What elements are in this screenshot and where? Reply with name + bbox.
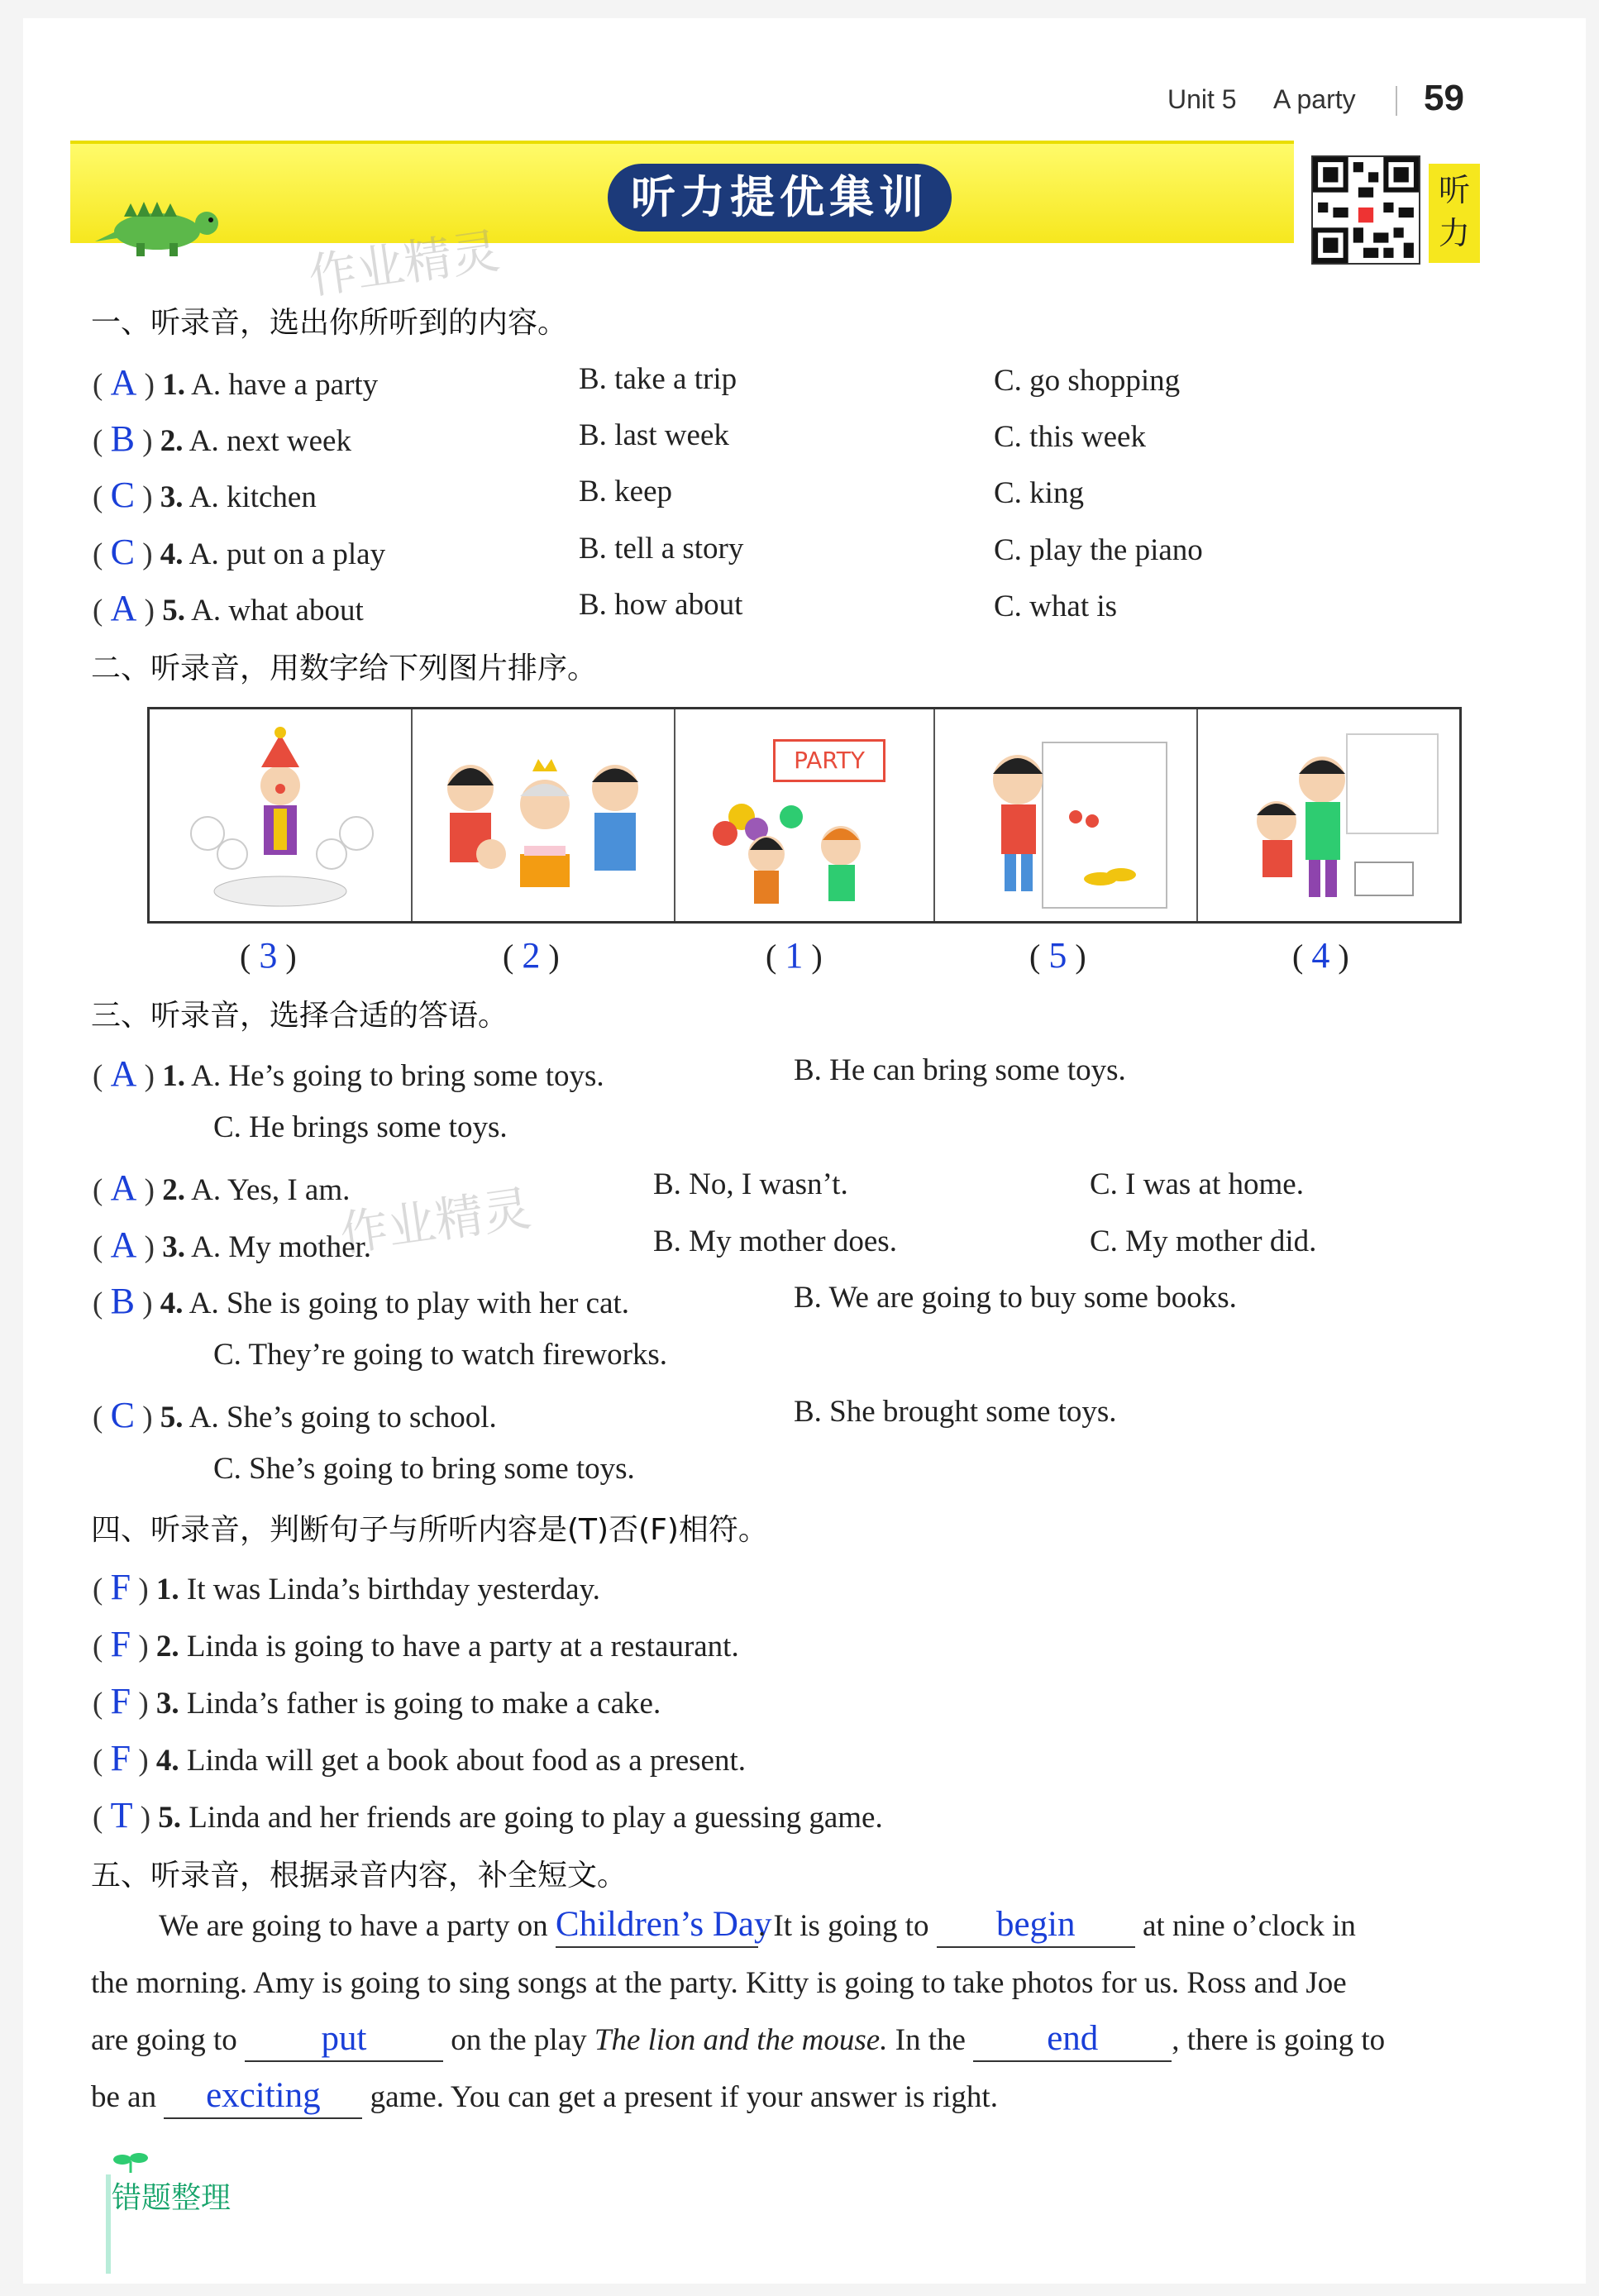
passage-line-2: the morning. Amy is going to sing songs at the party. Kitty is going to take photos for us. Ross and Joe [91, 1966, 1347, 2000]
listening-tab [1429, 164, 1480, 263]
answer: B [110, 1281, 135, 1321]
answer: A [110, 1167, 137, 1208]
s1-row-3-c: C. king [994, 476, 1084, 510]
s3-row-2: ( A ) 2. A. Yes, I am. [93, 1167, 351, 1208]
s3-row-3-c: C. My mother did. [1090, 1224, 1317, 1258]
s1-row-5-b: B. how about [579, 588, 743, 622]
party-sign-text: PARTY [773, 739, 885, 782]
footer-bar [106, 2174, 111, 2274]
listening-tab-char-1: 听 [1438, 172, 1470, 208]
s1-row-1-b: B. take a trip [579, 362, 737, 396]
s1-row-2-b: B. last week [579, 418, 729, 452]
order-3: ( 1 ) [766, 935, 823, 976]
s3-row-3-b: B. My mother does. [653, 1224, 897, 1258]
s1-row-4: ( C ) 4. A. put on a play [93, 532, 386, 572]
s4-row-5: ( T ) 5. Linda and her friends are going to play a guessing game. [93, 1795, 883, 1835]
s3-row-4-b: B. We are going to buy some books. [794, 1281, 1237, 1315]
section2-title: 二、听录音，用数字给下列图片排序。 [91, 652, 598, 685]
s3-row-2-b: B. No, I wasn’t. [653, 1167, 848, 1201]
section1-title: 一、听录音，选出你所听到的内容。 [91, 306, 568, 340]
s1-row-3-b: B. keep [579, 475, 673, 508]
s3-row-2-c: C. I was at home. [1090, 1167, 1304, 1201]
picture-birthday-cake [413, 709, 675, 921]
s1-row-5: ( A ) 5. A. what about [93, 588, 364, 628]
s4-row-1: ( F ) 1. It was Linda’s birthday yesterday. [93, 1567, 600, 1607]
header-divider [1396, 86, 1397, 116]
blank-4: end [973, 2017, 1172, 2062]
s3-row-1: ( A ) 1. A. He’s going to bring some toys. [93, 1053, 604, 1094]
s3-row-5: ( C ) 5. A. She’s going to school. [93, 1395, 497, 1435]
answer: F [110, 1567, 131, 1607]
passage-line-3: are going to put on the play The lion and the mouse. In the end , there is going to [91, 2012, 1385, 2069]
section5-title: 五、听录音，根据录音内容，补全短文。 [91, 1859, 628, 1893]
s3-row-4: ( B ) 4. A. She is going to play with her cat. [93, 1281, 630, 1321]
blank-5: exciting [164, 2074, 362, 2119]
s1-row-2: ( B ) 2. A. next week [93, 418, 351, 459]
s1-row-1-c: C. go shopping [994, 364, 1181, 398]
order-2: ( 2 ) [503, 935, 560, 976]
s4-row-3: ( F ) 3. Linda’s father is going to make a cake. [93, 1681, 661, 1721]
s1-row-4-b: B. tell a story [579, 532, 744, 566]
watermark-2: 作业精灵 [337, 1180, 535, 1263]
s4-row-4: ( F ) 4. Linda will get a book about food as a present. [93, 1738, 746, 1778]
s1-row-3: ( C ) 3. A. kitchen [93, 475, 317, 515]
s3-row-1-c: C. He brings some toys. [213, 1110, 508, 1144]
watermark: 作业精灵 [305, 222, 504, 305]
answer: T [110, 1795, 133, 1835]
page-number: 59 [1424, 78, 1464, 118]
qr-code-icon [1311, 155, 1420, 265]
blank-1: Children’s Day [556, 1903, 758, 1948]
s3-row-5-b: B. She brought some toys. [794, 1395, 1117, 1429]
banner-title: 听力提优集训 [608, 164, 952, 232]
passage-line-4: be an exciting game. You can get a present if your answer is right. [91, 2069, 998, 2126]
s1-row-4-c: C. play the piano [994, 533, 1203, 567]
answer: B [110, 418, 135, 459]
picture-strip [147, 707, 1462, 924]
mistake-notes-label: 错题整理 [112, 2181, 231, 2215]
s1-row-5-c: C. what is [994, 590, 1118, 623]
passage-line-1: We are going to have a party on Children’s Day. It is going to begin at nine o’clock in [159, 1897, 1356, 1955]
s3-row-1-b: B. He can bring some toys. [794, 1053, 1126, 1087]
s3-row-4-c: C. They’re going to watch fireworks. [213, 1338, 668, 1372]
answer: C [110, 532, 135, 572]
s3-row-5-c: C. She’s going to bring some toys. [213, 1452, 635, 1486]
answer: F [110, 1624, 131, 1664]
section3-title: 三、听录音，选择合适的答语。 [91, 999, 508, 1033]
answer: A [110, 1224, 137, 1265]
answer: C [110, 475, 135, 515]
answer: A [110, 1053, 137, 1094]
s1-row-2-c: C. this week [994, 420, 1146, 454]
answer: A [110, 588, 137, 628]
section4-title: 四、听录音，判断句子与所听内容是(T)否(F)相符。 [91, 1513, 768, 1547]
order-4: ( 5 ) [1029, 935, 1086, 976]
answer: A [110, 362, 137, 403]
order-5: ( 4 ) [1292, 935, 1349, 976]
answer: F [110, 1738, 131, 1778]
unit-label: Unit 5 [1167, 84, 1237, 114]
blank-3: put [245, 2017, 443, 2062]
picture-fridge [935, 709, 1198, 921]
picture-shopping [1198, 709, 1459, 921]
s3-row-3: ( A ) 3. A. My mother. [93, 1224, 372, 1265]
sprout-icon [106, 2150, 155, 2174]
answer: F [110, 1681, 131, 1721]
blank-2: begin [937, 1903, 1135, 1948]
s4-row-2: ( F ) 2. Linda is going to have a party at a restaurant. [93, 1624, 739, 1664]
dinosaur-icon [91, 192, 231, 258]
answer: C [110, 1395, 135, 1435]
picture-clown-show [150, 709, 413, 921]
picture-party-sign [675, 709, 935, 921]
unit-title: A party [1273, 84, 1356, 114]
order-1: ( 3 ) [240, 935, 297, 976]
s1-row-1: ( A ) 1. A. have a party [93, 362, 379, 403]
listening-tab-char-2: 力 [1438, 215, 1470, 251]
